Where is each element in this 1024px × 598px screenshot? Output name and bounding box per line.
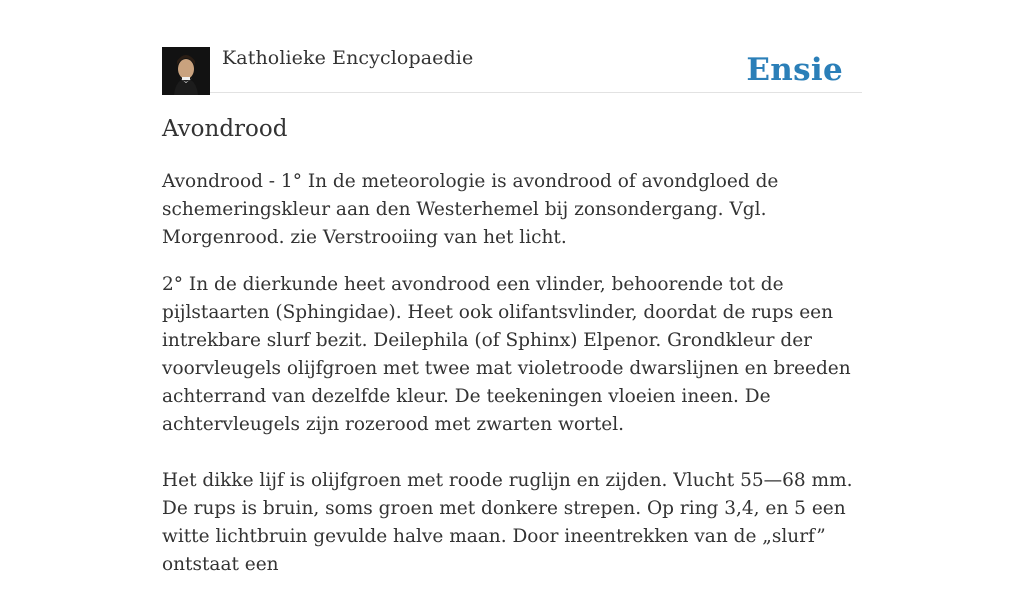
article-body bbox=[162, 168, 866, 598]
site-name[interactable]: Katholieke Encyclopaedie bbox=[222, 47, 474, 69]
article-paragraph: 2° In de dierkunde heet avondrood een vlinder, behoorende tot de pijlstaarten (Sphingidae). Heet ook olifantsvlinder, doordat de rups een intrekbare slurf bezit. Deilephila (of Sphinx) Elpenor. Grondkleur der voorvleugels olijfgroen met twee mat violetroode dwarslijnen en breeden achterrand van dezelfde kleur. De teekeningen vloeien ineen. De achtervleugels zijn rozerood met zwarten wortel. Het dikke lijf is olijfgroen met roode ruglijn en zijden. Vlucht 55—68 mm. De rups is bruin, soms groen met donkere strepen. Op ring 3,4, en 5 een witte lichtbruin gevulde halve maan. Door ineentrekken van de „slurf” ontstaat een bbox=[162, 274, 853, 575]
page-title: Avondrood bbox=[162, 116, 288, 142]
brand-logo[interactable]: Ensie bbox=[746, 52, 843, 88]
portrait-avatar-icon[interactable] bbox=[162, 47, 210, 95]
article-paragraph: Avondrood - 1° In de meteorologie is avondrood of avondgloed de schemeringskleur aan den Westerhemel bij zonsondergang. Vgl. Morgenrood. zie Verstrooiing van het licht. bbox=[162, 171, 779, 248]
site-header bbox=[162, 44, 862, 93]
portrait-avatar-graphic bbox=[162, 47, 210, 95]
